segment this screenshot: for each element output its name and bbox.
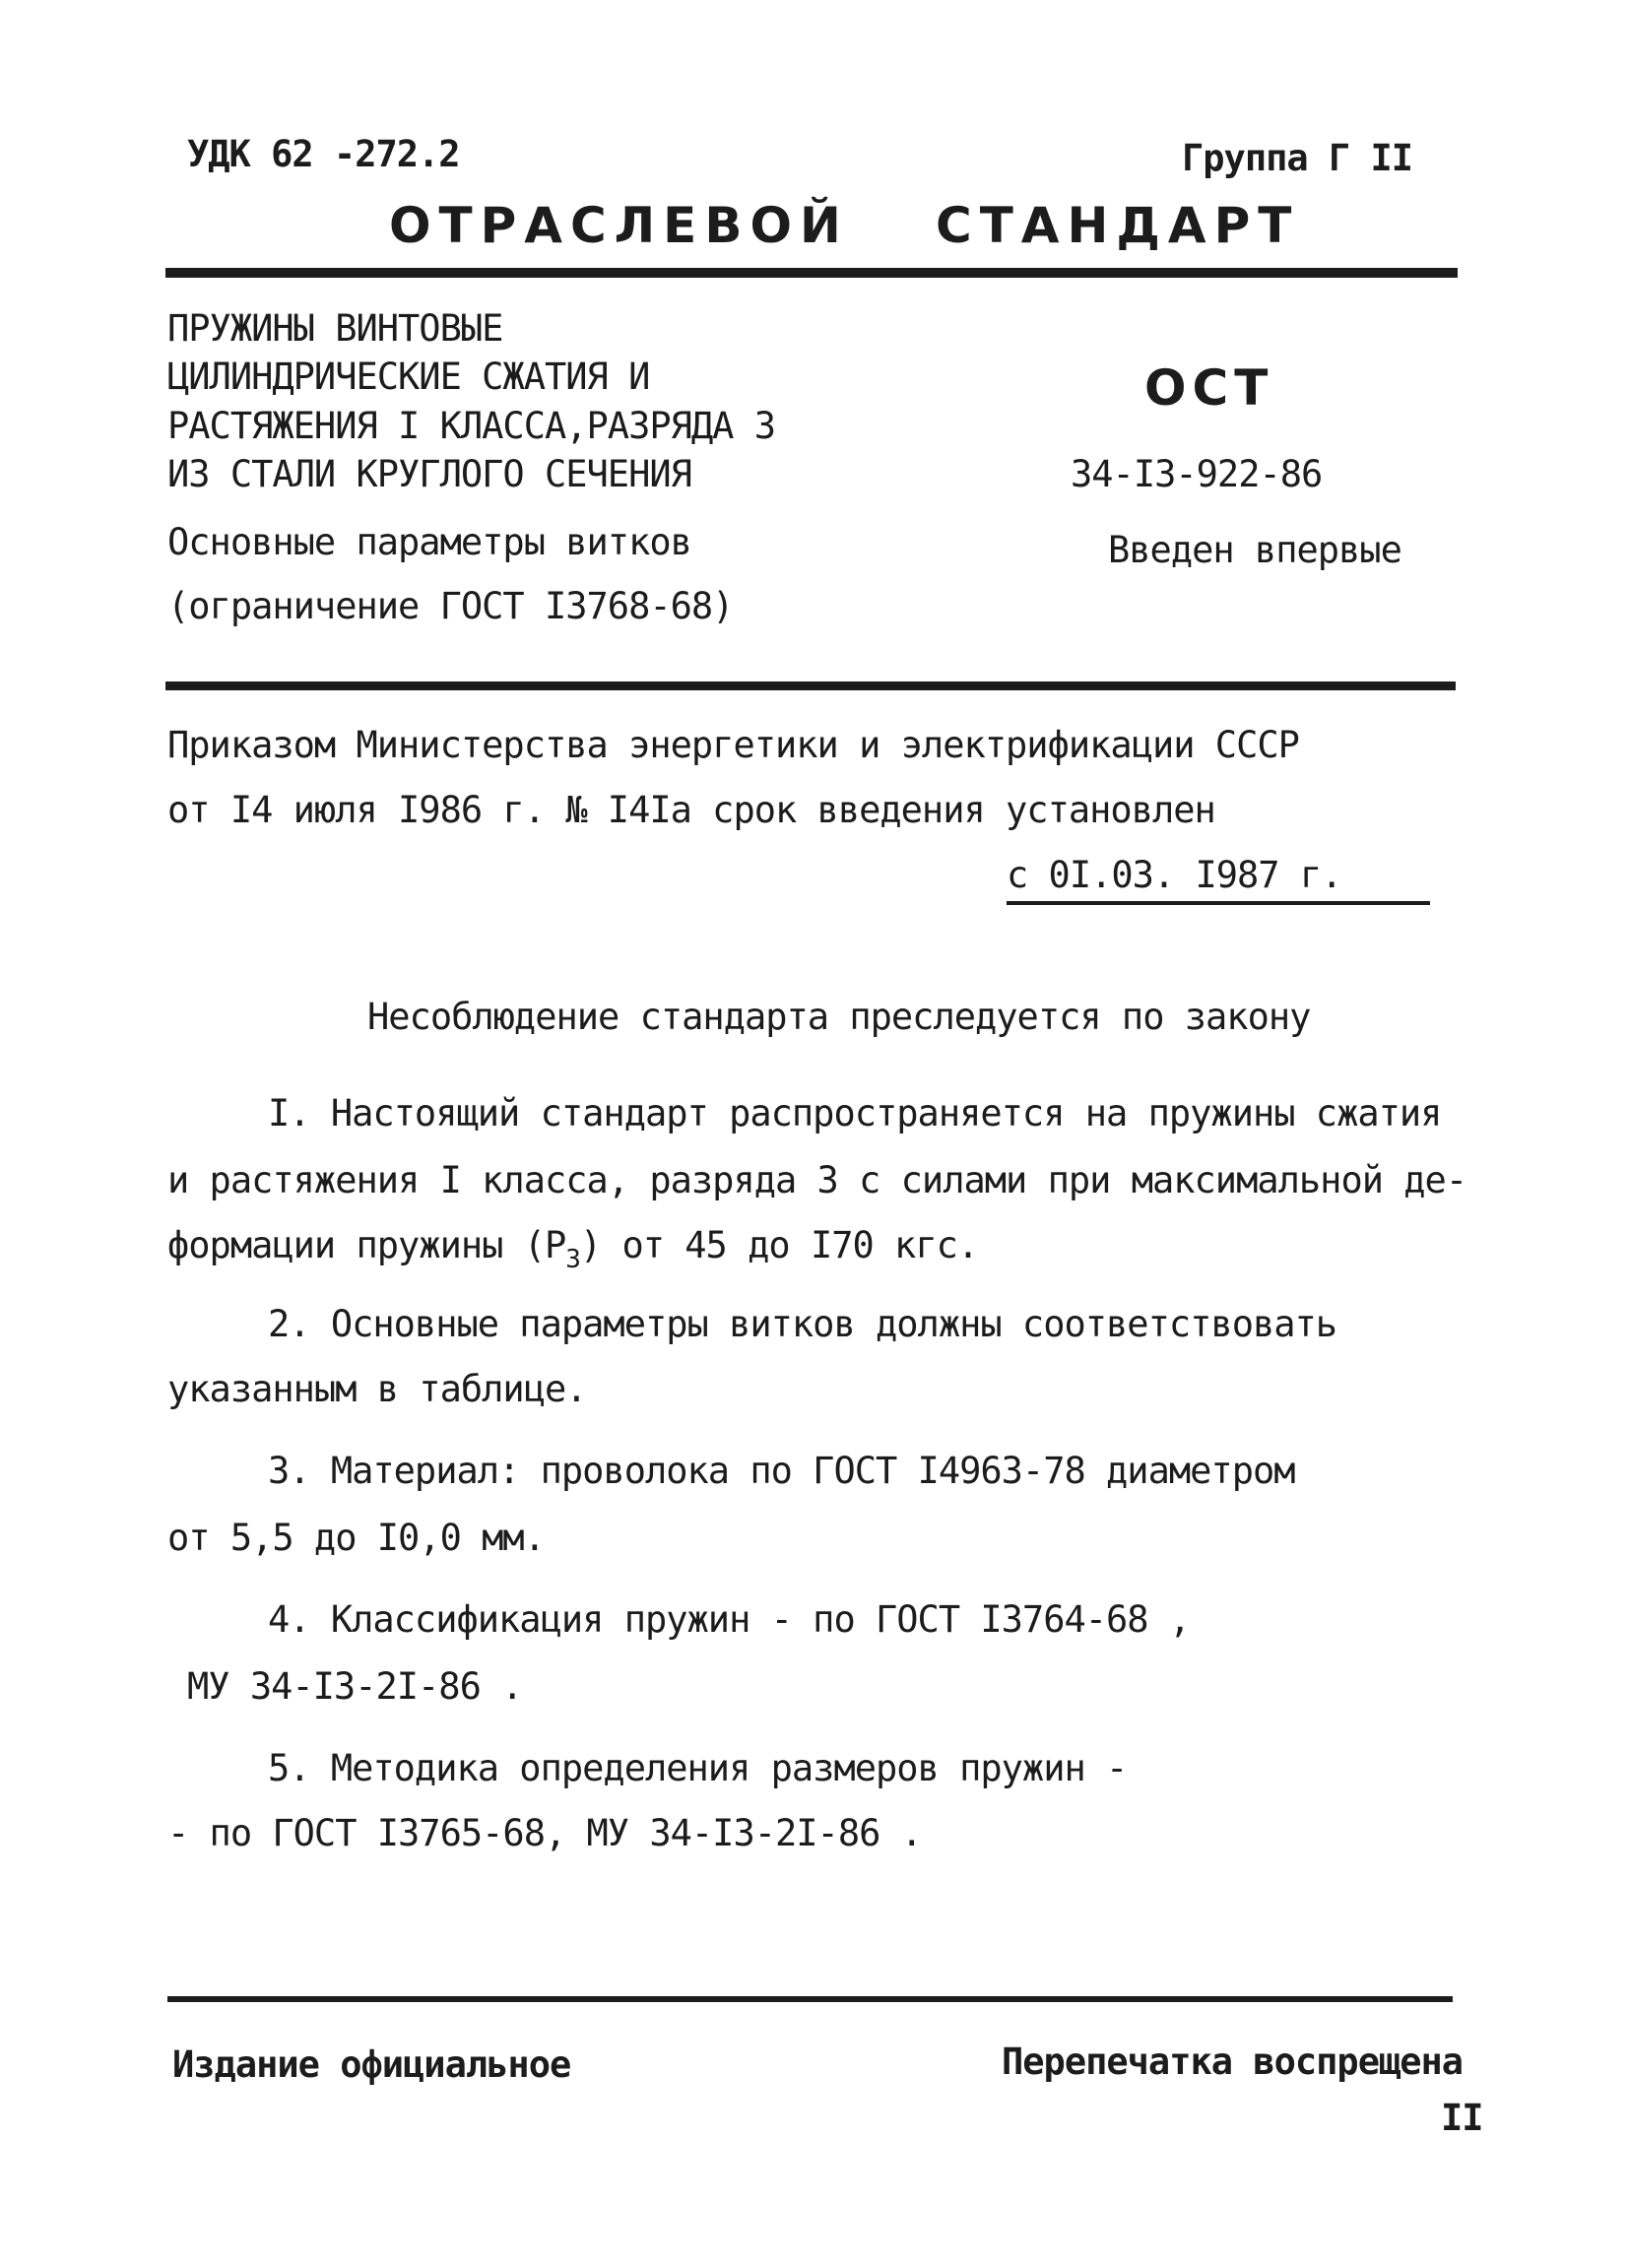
restriction: (ограничение ГОСТ I3768-68) xyxy=(167,585,734,627)
subtitle: Основные параметры витков xyxy=(167,521,691,563)
paragraph-3-line-2: от 5,5 до I0,0 мм. xyxy=(167,1517,545,1559)
effective-date-underline xyxy=(1007,901,1430,905)
group-code: Группа Г II xyxy=(1182,137,1413,179)
paragraph-1-line-1: I. Настоящий стандарт распространяется на пружины сжатия xyxy=(268,1092,1442,1134)
paragraph-1-line-2: и растяжения I класса, разряда 3 с силами при максимальной де- xyxy=(167,1159,1467,1201)
effective-date: с 0I.03. I987 г. xyxy=(1007,854,1342,896)
ost-number: 34-I3-922-86 xyxy=(1071,453,1323,495)
order-line-1: Приказом Министерства энергетики и электрификации СССР xyxy=(167,724,1299,766)
introduced-first: Введен впервые xyxy=(1108,529,1401,571)
middle-rule xyxy=(165,681,1456,690)
paragraph-1-line-3-end: ) от 45 до I70 кгс. xyxy=(579,1224,979,1266)
ost-label: ОСТ xyxy=(1144,359,1274,417)
force-subscript: 3 xyxy=(565,1245,580,1274)
heading-industry: ОТРАСЛЕВОЙ xyxy=(389,197,849,254)
title-line-1: ПРУЖИНЫ ВИНТОВЫЕ xyxy=(167,307,503,350)
paragraph-2-line-2: указанным в таблице. xyxy=(167,1368,587,1410)
paragraph-4-line-1: 4. Классификация пружин - по ГОСТ I3764-68 , xyxy=(268,1598,1191,1641)
order-line-2: от I4 июля I986 г. № I4Iа срок введения установлен xyxy=(167,789,1215,831)
paragraph-1-line-3 xyxy=(167,1224,979,1274)
paragraph-2-line-1: 2. Основные параметры витков должны соответствовать xyxy=(268,1303,1337,1345)
reprint-prohibited: Перепечатка воспрещена xyxy=(1002,2041,1464,2083)
page-number: II xyxy=(1441,2097,1483,2139)
title-line-2: ЦИЛИНДРИЧЕСКИЕ СЖАТИЯ И xyxy=(167,356,650,398)
title-line-3: РАСТЯЖЕНИЯ I КЛАССА,РАЗРЯДА 3 xyxy=(167,405,776,447)
paragraph-5-line-2: - по ГОСТ I3765-68, МУ 34-I3-2I-86 . xyxy=(167,1812,922,1854)
paragraph-1-line-3-start: формации пружины (P xyxy=(167,1224,566,1266)
top-rule xyxy=(165,268,1458,278)
heading-standard: СТАНДАРТ xyxy=(936,197,1300,254)
official-edition: Издание официальное xyxy=(172,2043,571,2086)
udk-code: УДК 62 -272.2 xyxy=(187,133,460,175)
bottom-rule xyxy=(167,1996,1453,2002)
law-warning: Несоблюдение стандарта преследуется по закону xyxy=(367,996,1311,1038)
paragraph-4-line-2: МУ 34-I3-2I-86 . xyxy=(187,1665,523,1708)
title-line-4: ИЗ СТАЛИ КРУГЛОГО СЕЧЕНИЯ xyxy=(167,453,691,495)
paragraph-5-line-1: 5. Методика определения размеров пружин - xyxy=(268,1747,1128,1789)
paragraph-3-line-1: 3. Материал: проволока по ГОСТ I4963-78 диаметром xyxy=(268,1450,1295,1492)
